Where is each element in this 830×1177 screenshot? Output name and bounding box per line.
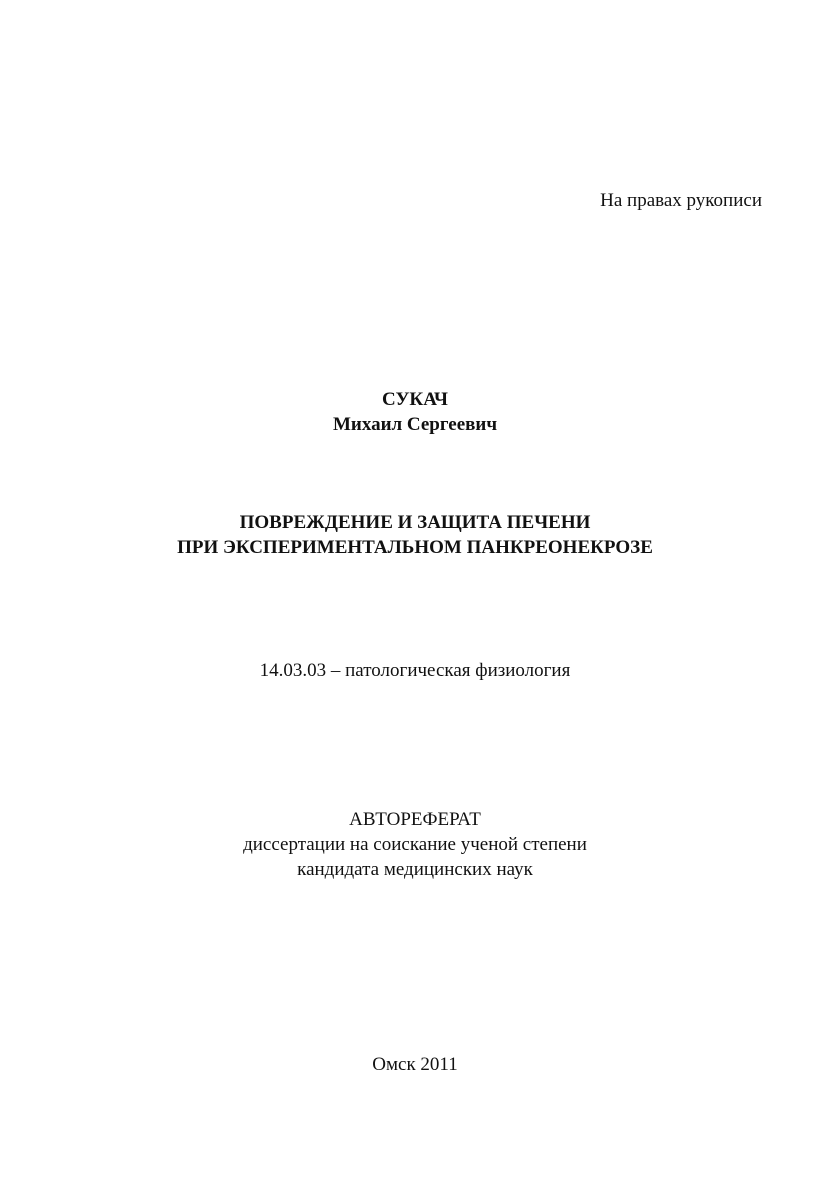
title-line-2: ПРИ ЭКСПЕРИМЕНТАЛЬНОМ ПАНКРЕОНЕКРОЗЕ	[177, 537, 653, 558]
title-line-1: ПОВРЕЖДЕНИЕ И ЗАЩИТА ПЕЧЕНИ	[239, 512, 591, 533]
author-given-names: Михаил Сергеевич	[332, 414, 498, 435]
specialty-code: 14.03.03 – патологическая физиология	[259, 660, 571, 681]
document-type-line-1: диссертации на соискание ученой степени	[243, 834, 587, 855]
document-type-line-2: кандидата медицинских наук	[297, 859, 533, 880]
manuscript-rights-note: На правах рукописи	[600, 190, 762, 211]
place-and-year: Омск 2011	[372, 1054, 458, 1075]
document-type-heading: АВТОРЕФЕРАТ	[349, 809, 481, 830]
author-surname: СУКАЧ	[382, 389, 448, 410]
